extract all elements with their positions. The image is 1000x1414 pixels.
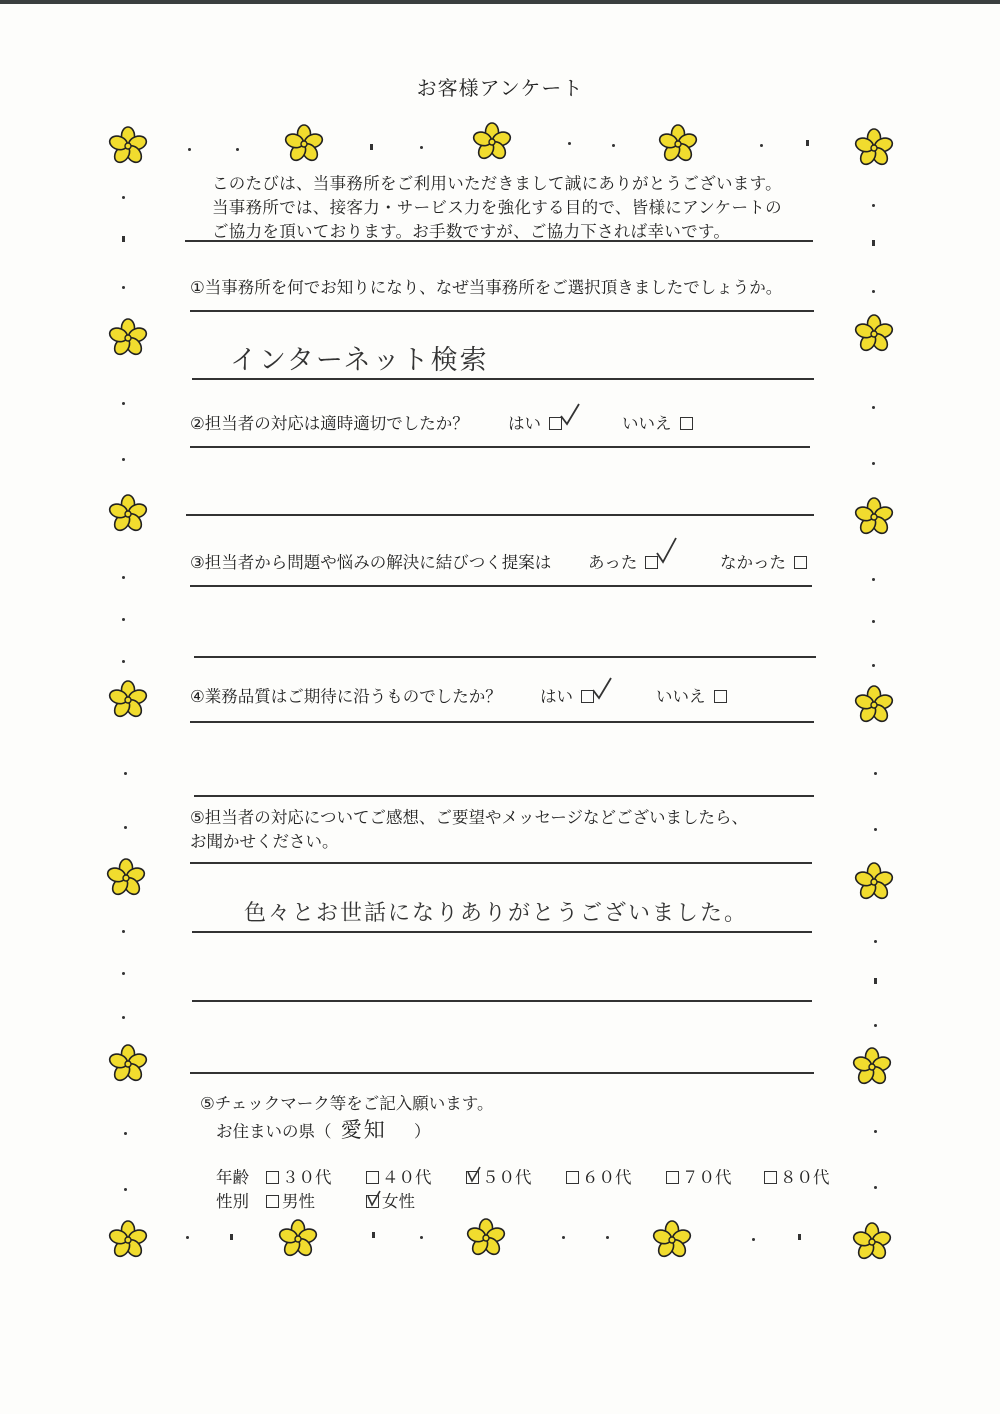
border-dot [372, 1232, 375, 1238]
question-2: ②担当者の対応は適時適切でしたか？ [190, 414, 469, 433]
border-dot [806, 140, 809, 146]
age-80-label: ８０代 [780, 1168, 830, 1187]
q4-no-option[interactable] [656, 683, 727, 707]
age-50-label: ５０代 [482, 1168, 532, 1187]
q4-yes-label: はい [540, 687, 573, 706]
flower-icon [854, 862, 894, 902]
survey-title: お客様アンケート [416, 76, 584, 100]
border-dot [122, 458, 125, 461]
q4-no-label: いいえ [656, 687, 706, 706]
border-dot [124, 772, 127, 775]
question-1-answer[interactable]: インターネット検索 [230, 345, 489, 376]
answer-line [190, 721, 814, 723]
border-dot [420, 146, 423, 149]
flower-icon [106, 858, 146, 898]
intro-line-3: ご協力を頂いております。お手数ですが、ご協力下されば幸いです。 [212, 222, 731, 241]
flower-icon [108, 1044, 148, 1084]
border-dot [872, 462, 875, 465]
border-dot [872, 290, 875, 293]
border-dot [122, 236, 125, 242]
border-dot [236, 148, 239, 151]
question-6: ⑤チェックマーク等をご記入願います。 [200, 1094, 494, 1113]
q2-no-checkbox[interactable] [680, 417, 693, 430]
question-5-line-2: お聞かせください。 [190, 832, 339, 851]
answer-line [192, 1000, 812, 1002]
q4-no-checkbox[interactable] [714, 690, 727, 703]
age-60-checkbox[interactable] [566, 1171, 579, 1184]
border-dot [874, 1130, 877, 1133]
age-70-checkbox[interactable] [666, 1171, 679, 1184]
age-option-40[interactable] [366, 1164, 432, 1188]
border-dot [874, 828, 877, 831]
question-5-line-1: ⑤担当者の対応についてご感想、ご要望やメッセージなどございましたら、 [190, 808, 748, 827]
scan-edge [0, 0, 1000, 4]
flower-icon [108, 494, 148, 534]
border-dot [122, 576, 125, 579]
q4-yes-option[interactable] [540, 683, 594, 707]
q2-no-option[interactable] [622, 410, 693, 434]
q3-no-label: なかった [720, 553, 786, 572]
flower-icon [466, 1218, 506, 1258]
border-dot [872, 204, 875, 207]
flower-icon [278, 1219, 318, 1259]
border-dot [122, 972, 125, 975]
divider [185, 240, 813, 242]
check-mark-icon [366, 1190, 382, 1208]
age-40-checkbox[interactable] [366, 1171, 379, 1184]
age-option-80[interactable] [764, 1164, 830, 1188]
answer-line [190, 862, 812, 864]
border-dot [874, 1024, 877, 1027]
border-dot [230, 1234, 233, 1240]
intro-line-2: 当事務所では、接客力・サービス力を強化する目的で、皆様にアンケートの [212, 198, 782, 217]
flower-icon [108, 680, 148, 720]
flower-icon [854, 314, 894, 354]
border-dot [872, 406, 875, 409]
age-40-label: ４０代 [382, 1168, 432, 1187]
border-dot [122, 286, 125, 289]
answer-line [190, 585, 812, 587]
flower-icon [854, 128, 894, 168]
answer-line [194, 795, 814, 797]
flower-icon [854, 685, 894, 725]
border-dot [798, 1234, 801, 1240]
age-30-checkbox[interactable] [266, 1171, 279, 1184]
age-option-70[interactable] [666, 1164, 732, 1188]
female-label: 女性 [382, 1192, 415, 1211]
border-dot [122, 196, 125, 199]
border-dot [122, 402, 125, 405]
age-30-label: ３０代 [282, 1168, 332, 1187]
answer-line [194, 656, 816, 658]
age-60-label: ６０代 [582, 1168, 632, 1187]
border-dot [124, 1188, 127, 1191]
q2-yes-option[interactable] [508, 410, 562, 434]
male-label: 男性 [282, 1192, 315, 1211]
age-80-checkbox[interactable] [764, 1171, 777, 1184]
prefecture-label: お住まいの県（ [216, 1122, 332, 1141]
answer-line [192, 931, 812, 933]
answer-line [190, 310, 814, 312]
border-dot [874, 1186, 877, 1189]
age-option-30[interactable] [266, 1164, 332, 1188]
border-dot [872, 620, 875, 623]
q3-no-checkbox[interactable] [794, 556, 807, 569]
border-dot [370, 144, 373, 150]
prefecture-field[interactable] [216, 1114, 431, 1144]
check-mark-icon [558, 402, 582, 428]
border-dot [420, 1236, 423, 1239]
border-dot [122, 1016, 125, 1019]
border-dot [874, 978, 877, 984]
answer-line [192, 378, 814, 380]
age-label: 年齢 [216, 1168, 249, 1187]
question-5-answer[interactable]: 色々とお世話になりありがとうございました。 [244, 901, 749, 926]
flower-icon [472, 122, 512, 162]
border-dot [122, 618, 125, 621]
border-dot [124, 826, 127, 829]
q2-no-label: いいえ [622, 414, 672, 433]
gender-option-male[interactable] [266, 1188, 315, 1212]
question-4: ④業務品質はご期待に沿うものでしたか？ [190, 687, 502, 706]
border-dot [752, 1238, 755, 1241]
flower-icon [108, 1220, 148, 1260]
q3-yes-option[interactable] [588, 549, 658, 573]
q3-no-option[interactable] [720, 549, 807, 573]
flower-icon [852, 1047, 892, 1087]
answer-line [190, 446, 810, 448]
prefecture-value[interactable]: 愛知 [340, 1118, 387, 1142]
border-dot [872, 240, 875, 246]
flower-icon [108, 126, 148, 166]
border-dot [568, 142, 571, 145]
flower-icon [108, 318, 148, 358]
border-dot [186, 1236, 189, 1239]
border-dot [562, 1236, 565, 1239]
intro-line-1: このたびは、当事務所をご利用いただきまして誠にありがとうございます。 [212, 174, 782, 193]
age-70-label: ７０代 [682, 1168, 732, 1187]
check-mark-icon [466, 1166, 482, 1184]
flower-icon [658, 124, 698, 164]
prefecture-close: ） [414, 1122, 431, 1141]
answer-line [186, 514, 814, 516]
q3-yes-label: あった [588, 553, 638, 572]
flower-icon [852, 1222, 892, 1262]
gender-label: 性別 [216, 1192, 249, 1211]
border-dot [874, 940, 877, 943]
border-dot [188, 148, 191, 151]
border-dot [612, 144, 615, 147]
border-dot [874, 772, 877, 775]
border-dot [606, 1236, 609, 1239]
age-option-60[interactable] [566, 1164, 632, 1188]
border-dot [872, 578, 875, 581]
answer-line [190, 1072, 814, 1074]
border-dot [124, 1132, 127, 1135]
check-mark-icon [654, 536, 680, 566]
check-mark-icon [590, 676, 614, 702]
border-dot [122, 660, 125, 663]
flower-icon [854, 497, 894, 537]
border-dot [122, 930, 125, 933]
border-dot [872, 664, 875, 667]
border-dot [760, 144, 763, 147]
male-checkbox[interactable] [266, 1195, 279, 1208]
question-1: ①当事務所を何でお知りになり、なぜ当事務所をご選択頂きましたでしょうか。 [190, 278, 783, 297]
question-3: ③担当者から問題や悩みの解決に結びつく提案は [190, 553, 552, 572]
flower-icon [652, 1220, 692, 1260]
flower-icon [284, 124, 324, 164]
q2-yes-label: はい [508, 414, 541, 433]
